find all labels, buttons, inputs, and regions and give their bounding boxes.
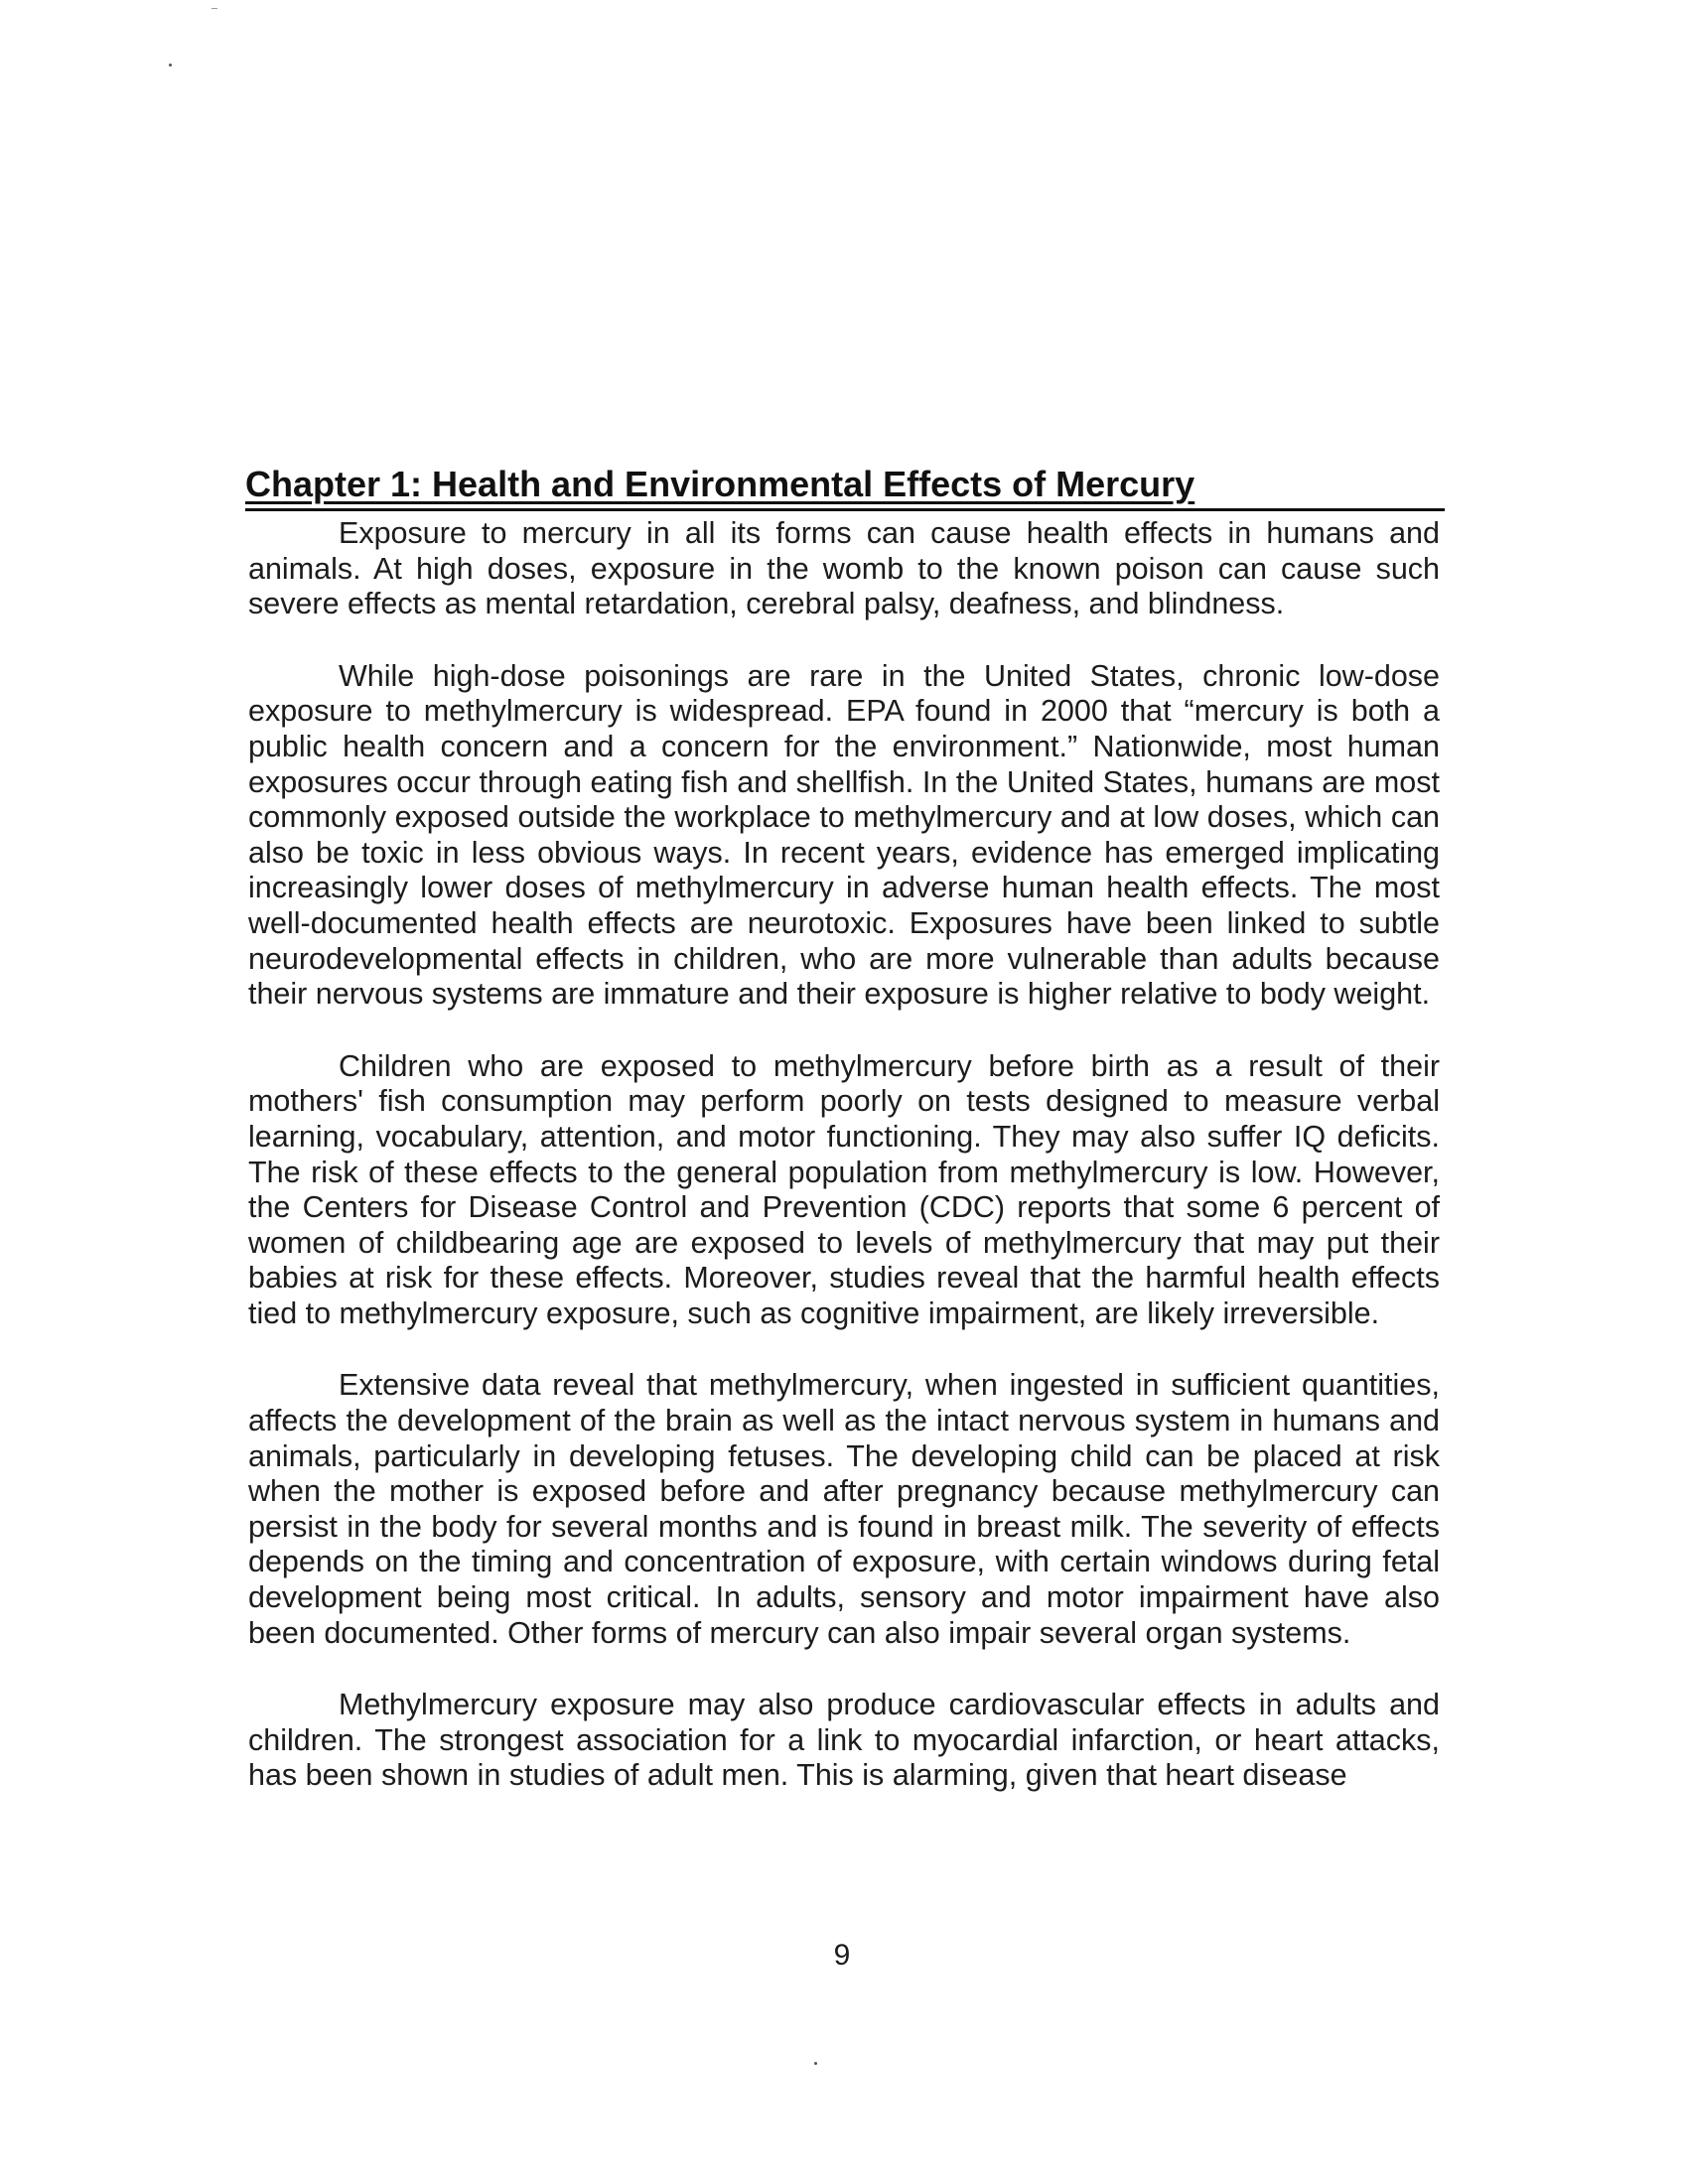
paragraph-cardiovascular: Methylmercury exposure may also produce cardiovascular effects in adults and children. The strongest association for a link to myocardial infarction, or heart attacks, has been shown in studies of adult men. This is alarming, given that heart disease	[248, 1688, 1440, 1793]
paragraph-extensive-data: Extensive data reveal that methylmercury, when ingested in sufficient quantities, affects the development of the brain as well as the intact nervous system in humans and animals, particularly in developing fetuses. The developing child can be placed at risk when the mother is exposed before and after pregnancy because methylmercury can persist in the body for several months and is found in breast milk. The severity of effects depends on the timing and concentration of exposure, with certain windows during fetal development being most critical. In adults, sensory and motor impairment have also been documented. Other forms of mercury can also impair several organ systems.	[248, 1368, 1440, 1650]
scan-speck	[814, 2062, 817, 2065]
chapter-title: Chapter 1: Health and Environmental Effects of Mercury	[245, 463, 1445, 511]
paragraph-children: Children who are exposed to methylmercury before birth as a result of their mothers' fish consumption may perform poorly on tests designed to measure verbal learning, vocabulary, attention, and motor functioning. They may also suffer IQ deficits. The risk of these effects to the general population from methylmercury is low. However, the Centers for Disease Control and Prevention (CDC) reports that some 6 percent of women of childbearing age are exposed to levels of methylmercury that may put their babies at risk for these effects. Moreover, studies reveal that the harmful health effects tied to methylmercury exposure, such as cognitive impairment, are likely irreversible.	[248, 1048, 1440, 1330]
scan-speck	[211, 8, 217, 9]
body-text	[248, 516, 1440, 1831]
paragraph-exposure: Exposure to mercury in all its forms can cause health effects in humans and animals. At high doses, exposure in the womb to the known poison can cause such severe effects as mental retardation, cerebral palsy, deafness, and blindness.	[248, 516, 1440, 621]
scan-speck	[169, 64, 172, 67]
paragraph-low-dose: While high-dose poisonings are rare in the United States, chronic low-dose exposure to methylmercury is widespread. EPA found in 2000 that “mercury is both a public health concern and a concern for the environment.” Nationwide, most human exposures occur through eating fish and shellfish. In the United States, humans are most commonly exposed outside the workplace to methylmercury and at low doses, which can also be toxic in less obvious ways. In recent years, evidence has emerged implicating increasingly lower doses of methylmercury in adverse human health effects. The most well-documented health effects are neurotoxic. Exposures have been linked to subtle neurodevelopmental effects in children, who are more vulnerable than adults because their nervous systems are immature and their exposure is higher relative to body weight.	[248, 658, 1440, 1012]
page-number: 9	[833, 1939, 851, 1972]
